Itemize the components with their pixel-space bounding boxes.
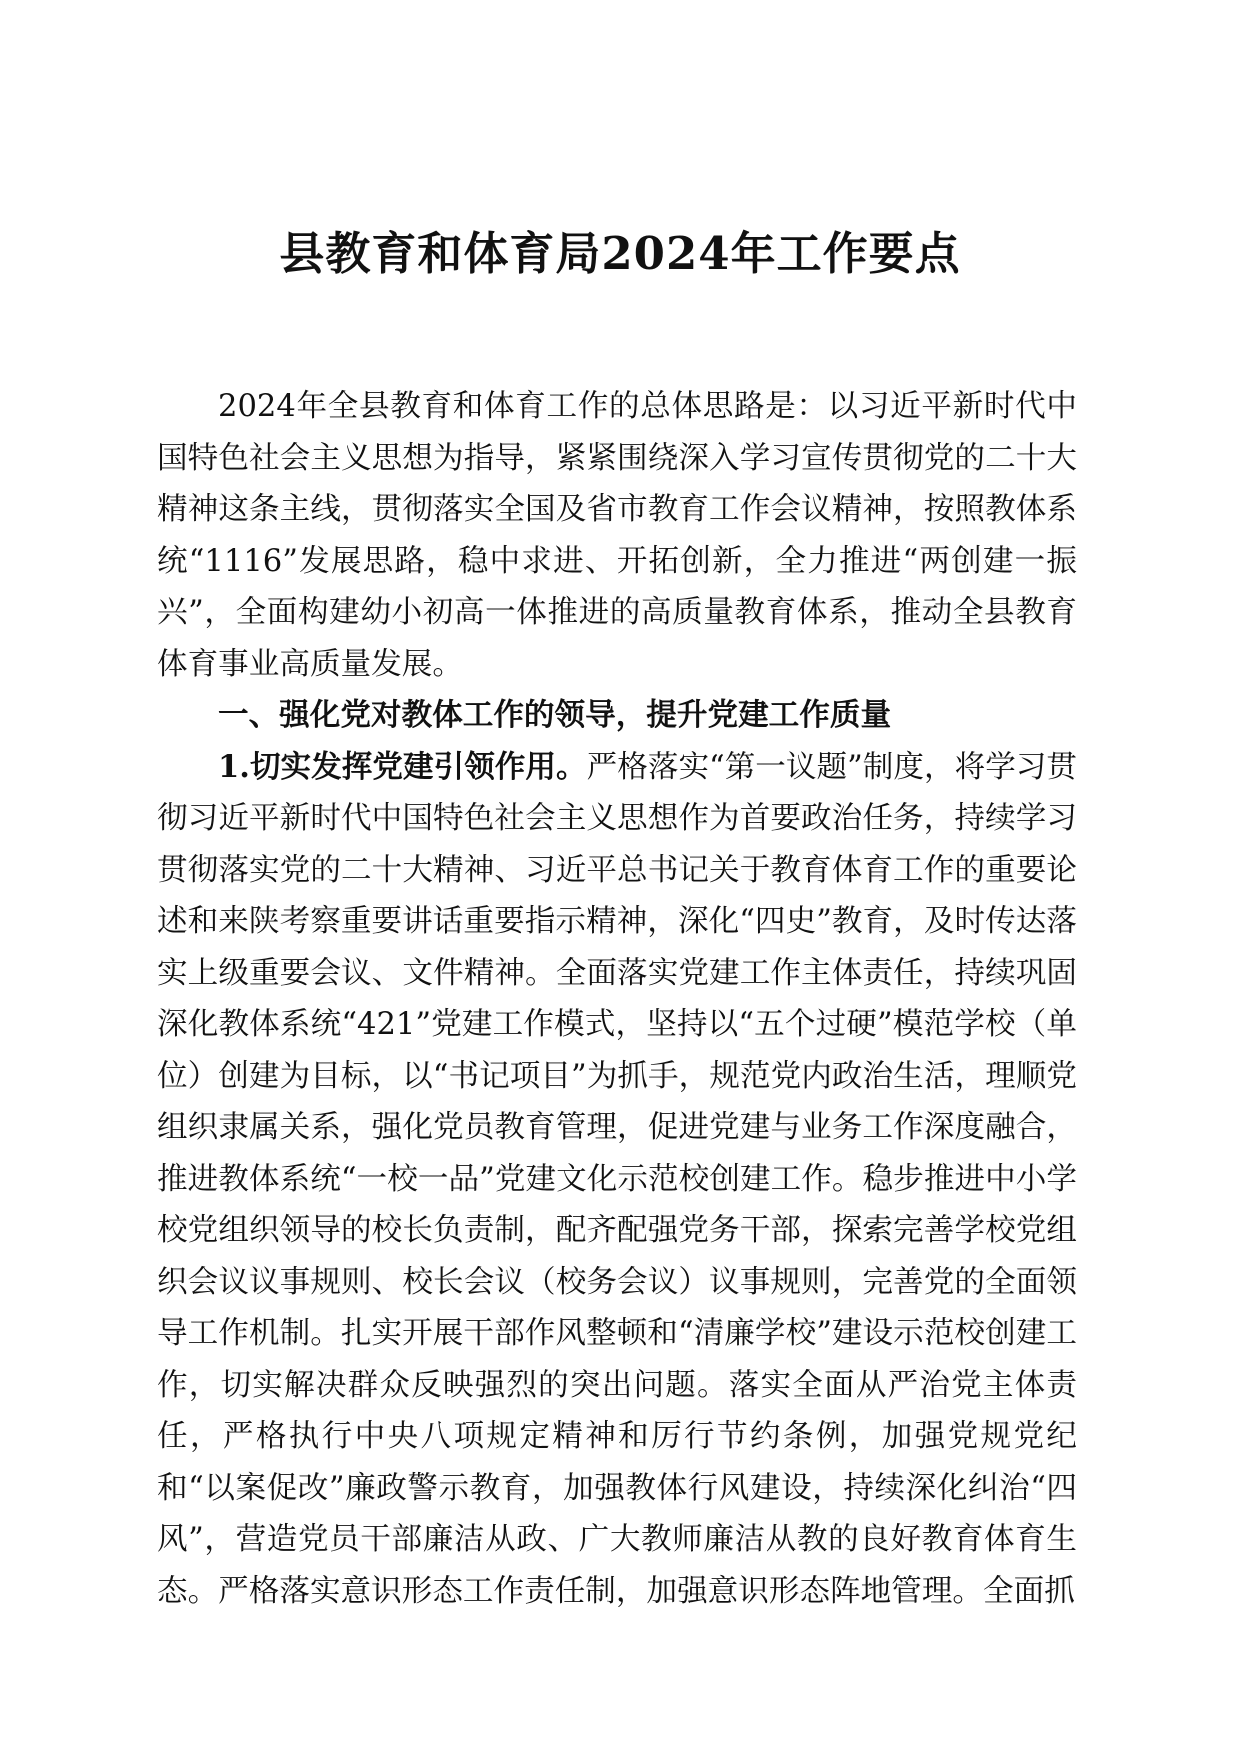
document-body xyxy=(157,381,1077,1617)
item-text: 严格落实“第一议题”制度，将学习贯彻习近平新时代中国特色社会主义思想作为首要政治任务，持续学习贯彻落实党的二十大精神、习近平总书记关于教育体育工作的重要论述和来陕考察重要讲话重要指示精神，深化“四史”教育，及时传达落实上级重要会议、文件精神。全面落实党建工作主体责任，持续巩固深化教体系统“421”党建工作模式，坚持以“五个过硬”模范学校（单位）创建为目标，以“书记项目”为抓手，规范党内政治生活，理顺党组织隶属关系，强化党员教育管理，促进党建与业务工作深度融合，推进教体系统“一校一品”党建文化示范校创建工作。稳步推进中小学校党组织领导的校长负责制，配齐配强党务干部，探索完善学校党组织会议议事规则、校长会议（校务会议）议事规则，完善党的全面领导工作机制。扎实开展干部作风整顿和“清廉学校”建设示范校创建工作，切实解决群众反映强烈的突出问题。落实全面从严治党主体责任，严格执行中央八项规定精神和厉行节约条例，加强党规党纪和“以案促改”廉政警示教育，加强教体行风建设，持续深化纠治“四风”，营造党员干部廉洁从政、广大教师廉洁从教的良好教育体育生态。严格落实意识形态工作责任制，加强意识形态阵地管理。全面抓 xyxy=(157,749,1078,1609)
item-lead: 1.切实发挥党建引领作用。 xyxy=(218,748,587,785)
intro-paragraph: 2024年全县教育和体育工作的总体思路是：以习近平新时代中国特色社会主义思想为指导，紧紧围绕深入学习宣传贯彻党的二十大精神这条主线，贯彻落实全国及省市教育工作会议精神，按照教体系统“1116”发展思路，稳中求进、开拓创新，全力推进“两创建一振兴”，全面构建幼小初高一体推进的高质量教育体系，推动全县教育体育事业高质量发展。 xyxy=(157,389,1077,682)
item-paragraph xyxy=(157,742,1077,1618)
section-heading: 一、强化党对教体工作的领导，提升党建工作质量 xyxy=(218,697,892,733)
document-title: 县教育和体育局2024年工作要点 xyxy=(279,227,961,280)
